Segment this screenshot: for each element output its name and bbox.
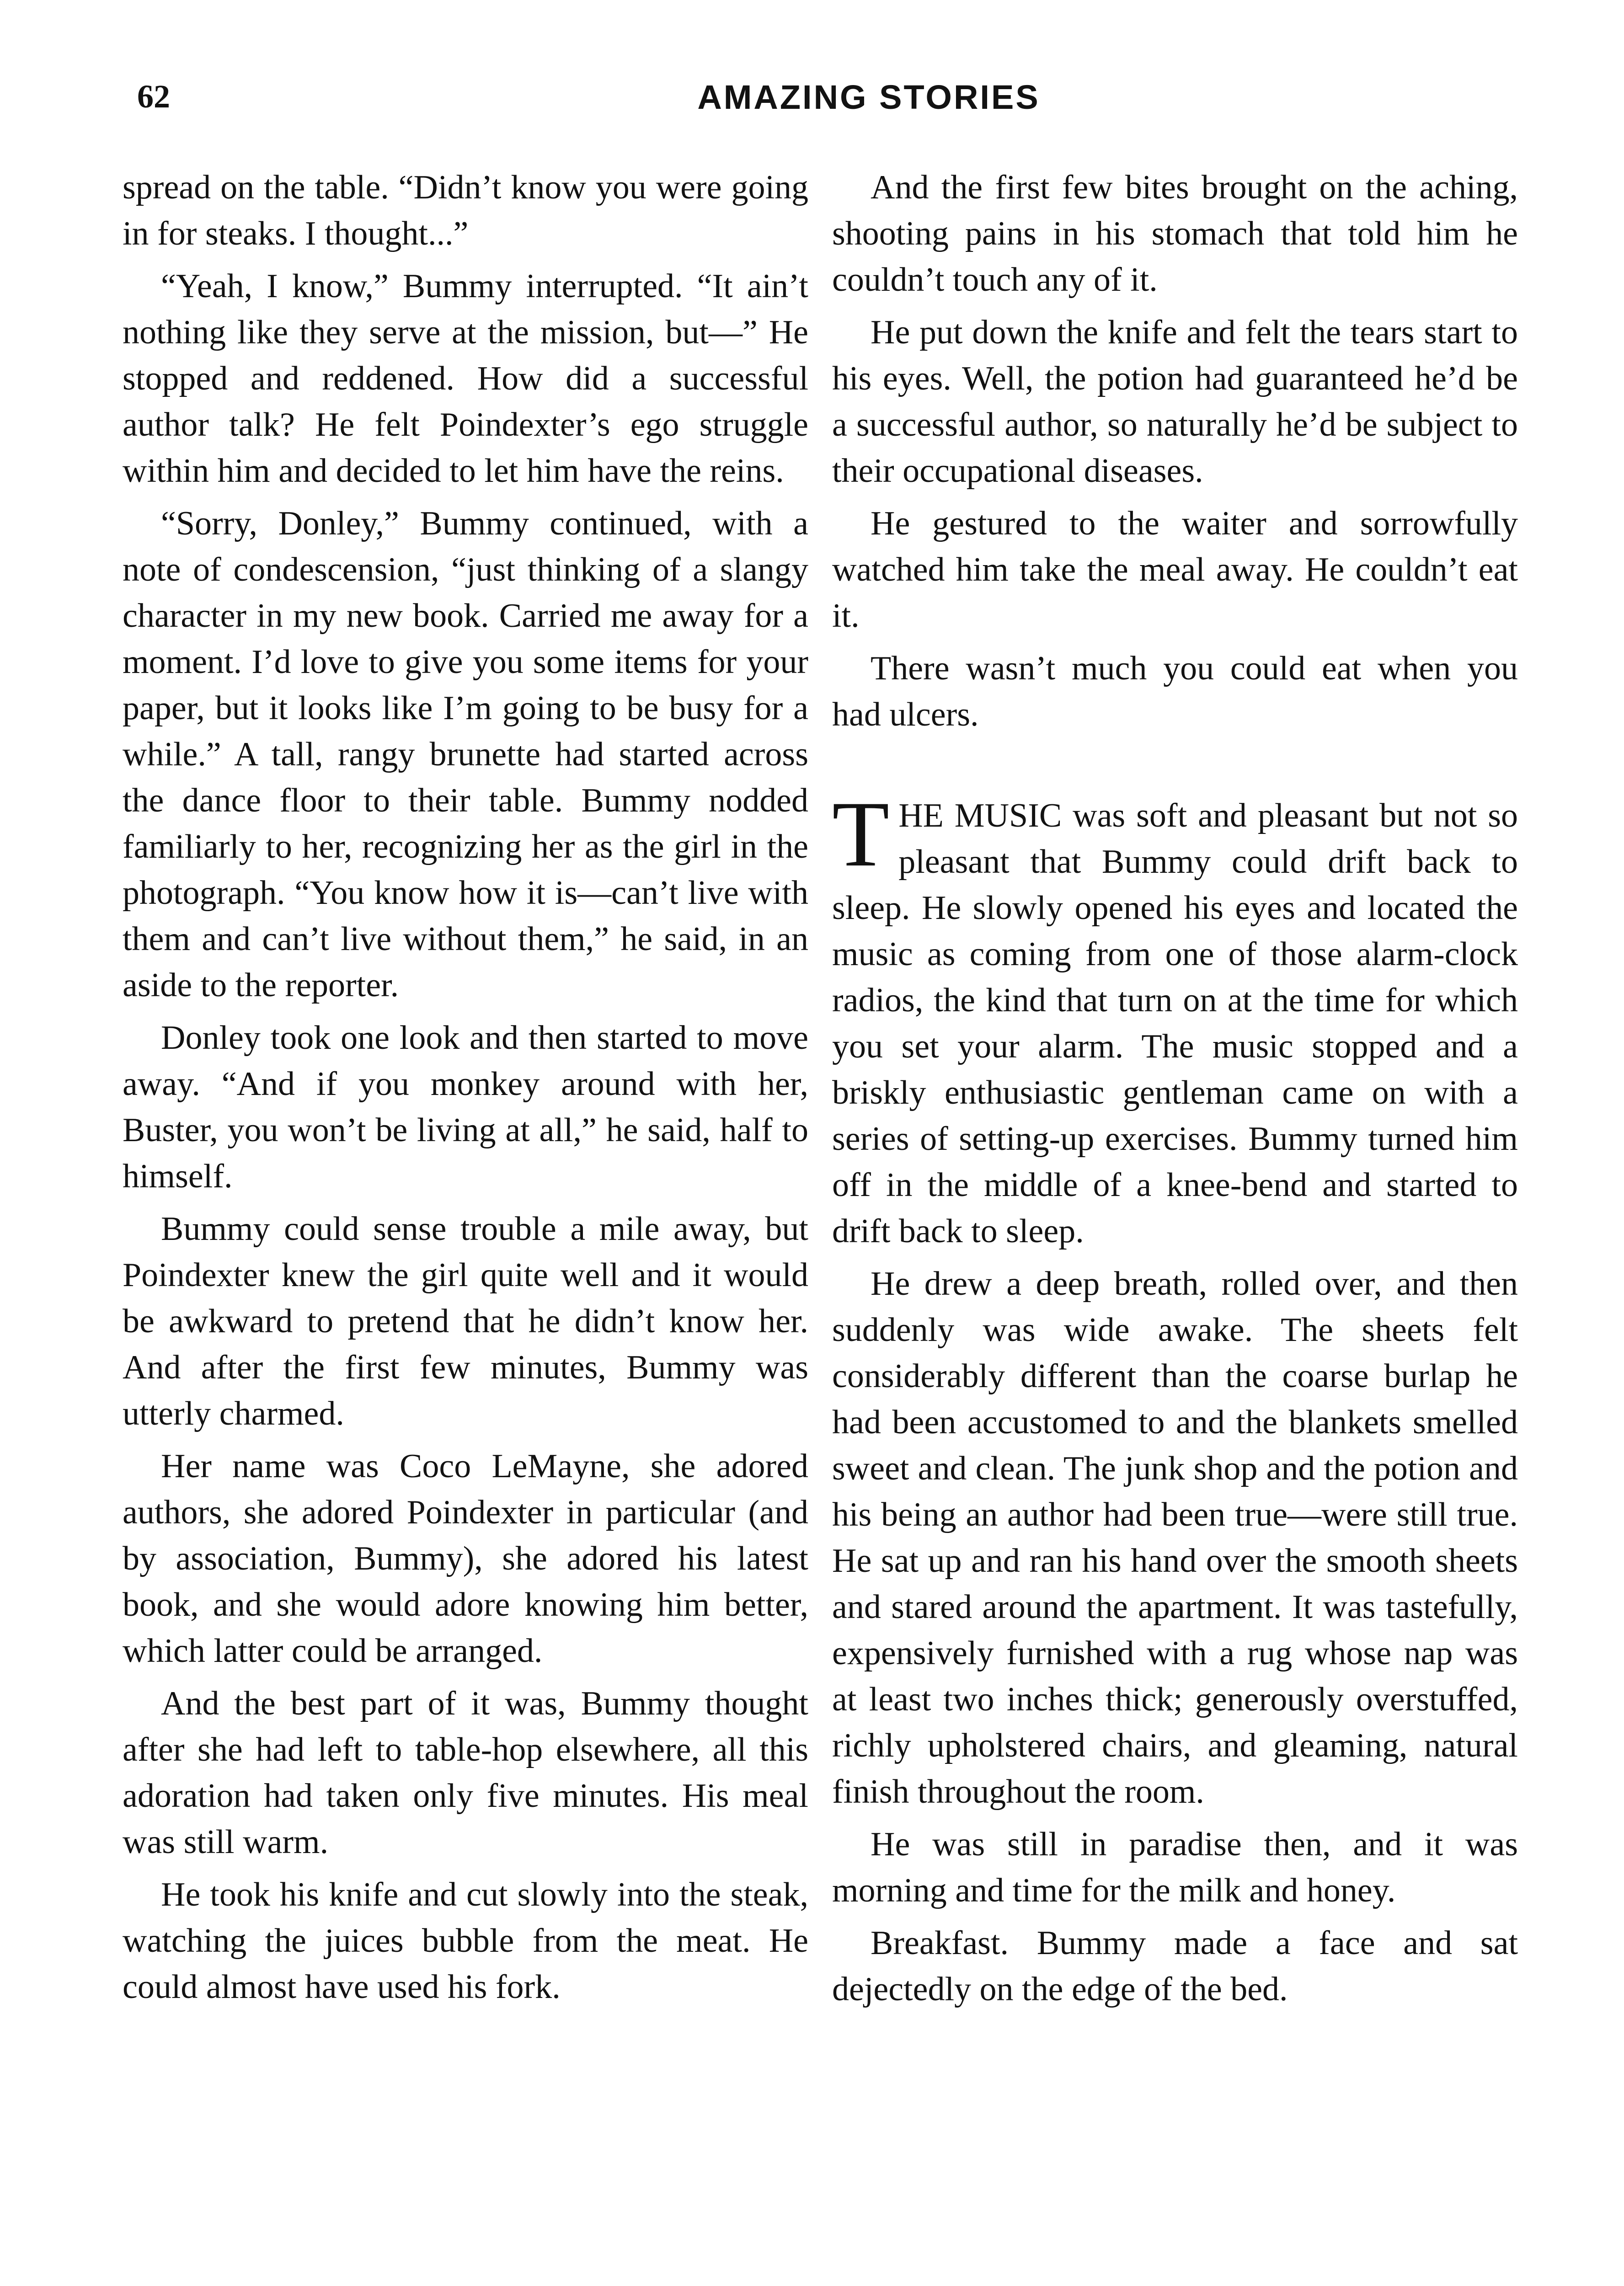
- paragraph: Breakfast. Bummy made a face and sat dejectedly on the edge of the bed.: [832, 1924, 1518, 2008]
- paragraph: He was still in paradise then, and it was morning and time for the milk and honey.: [832, 1826, 1518, 1909]
- paragraph: There wasn’t much you could eat when you had ulcers.: [832, 650, 1518, 733]
- paragraph: Bummy could sense trouble a mile away, but Poindexter knew the girl quite well and it would be awkward to pretend that he didn’t know her. And after the first few minutes, Bummy was utterly charmed.: [123, 1210, 808, 1432]
- paragraph: He took his knife and cut slowly into the steak, watching the juices bubble from the meat. He could almost have used his fork.: [123, 1876, 808, 2006]
- paragraph: Donley took one look and then started to move away. “And if you monkey around with her, Buster, you won’t be living at all,” he said, half to himself.: [123, 1019, 808, 1195]
- right-column: [832, 165, 1518, 2286]
- paragraph: Her name was Coco LeMayne, she adored authors, she adored Poindexter in particular (and by association, Bummy), she adored his latest book, and she would adore knowing him better, which latter could be arranged.: [123, 1447, 808, 1670]
- magazine-title: AMAZING STORIES: [697, 78, 1040, 116]
- paragraph: And the first few bites brought on the aching, shooting pains in his stomach that told him he couldn’t touch any of it.: [832, 169, 1518, 299]
- section-start-paragraph: THE MUSIC was soft and pleasant but not so pleasant that Bummy could drift back to sleep. He slowly opened his eyes and located the music as coming from one of those alarm-clock radios, the kind that turn on at the time for which you set your alarm. The music stopped and a briskly enthusiastic gentleman came on with a series of setting-up exercises. Bummy turned him off in the middle of a knee-bend and started to drift back to sleep.: [832, 782, 1518, 1250]
- paragraph: He gestured to the waiter and sorrowfully watched him take the meal away. He couldn’t eat it.: [832, 505, 1518, 635]
- left-column: [123, 165, 808, 2286]
- paragraph: He put down the knife and felt the tears start to his eyes. Well, the potion had guaranteed he’d be a successful author, so naturally he’d be subject to their occupational diseases.: [832, 314, 1518, 490]
- paragraph: He drew a deep breath, rolled over, and then suddenly was wide awake. The sheets felt considerably different than the coarse burlap he had been accustomed to and the blankets smelled sweet and clean. The junk shop and the potion and his being an author had been true—were still true. He sat up and ran his hand over the smooth sheets and stared around the apartment. It was tastefully, expensively furnished with a rug whose nap was at least two inches thick; generously overstuffed, richly upholstered chairs, and gleaming, natural finish throughout the room.: [832, 1265, 1518, 1811]
- paragraph: “Yeah, I know,” Bummy interrupted. “It ain’t nothing like they serve at the mission, but—” He stopped and reddened. How did a successful author talk? He felt Poindexter’s ego struggle within him and decided to let him have the reins.: [123, 267, 808, 490]
- paragraph: “Sorry, Donley,” Bummy continued, with a note of condescension, “just thinking of a slangy character in my new book. Carried me away for a moment. I’d love to give you some items for your paper, but it looks like I’m going to be busy for a while.” A tall, rangy brunette had started across the dance floor to their table. Bummy nodded familiarly to her, recognizing her as the girl in the photograph. “You know how it is—can’t live with them and can’t live without them,” he said, in an aside to the reporter.: [123, 505, 808, 1004]
- paragraph: And the best part of it was, Bummy thought after she had left to table-hop elsewhere, all this adoration had taken only five minutes. His meal was still warm.: [123, 1685, 808, 1861]
- page-number: 62: [137, 78, 170, 115]
- paragraph: spread on the table. “Didn’t know you were going in for steaks. I thought...”: [123, 169, 808, 252]
